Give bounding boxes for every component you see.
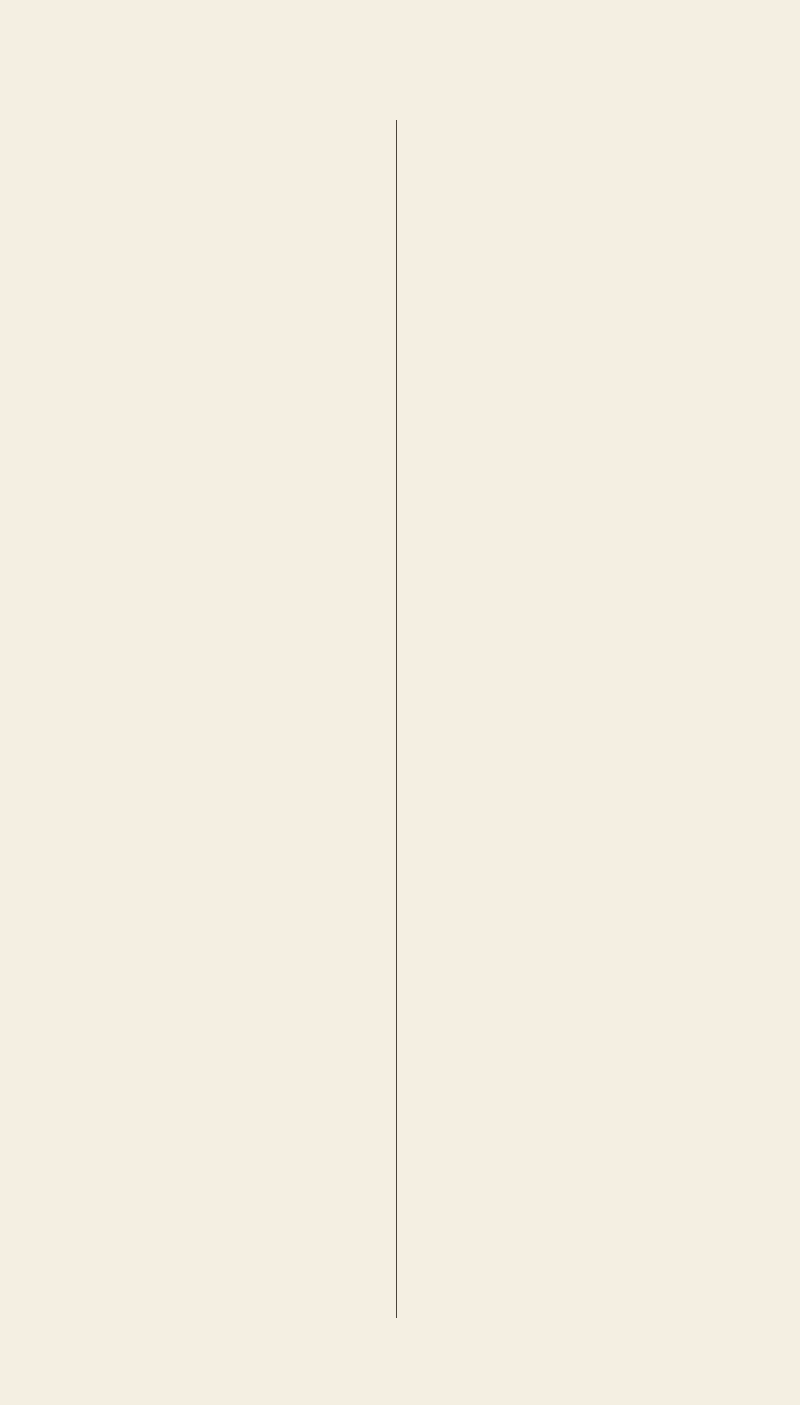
shillings-header <box>295 112 315 130</box>
left-column <box>57 112 339 130</box>
column-header-spacer <box>57 112 295 130</box>
pence-header <box>315 112 339 130</box>
column-header-row <box>57 112 339 130</box>
column-divider <box>396 120 397 1318</box>
